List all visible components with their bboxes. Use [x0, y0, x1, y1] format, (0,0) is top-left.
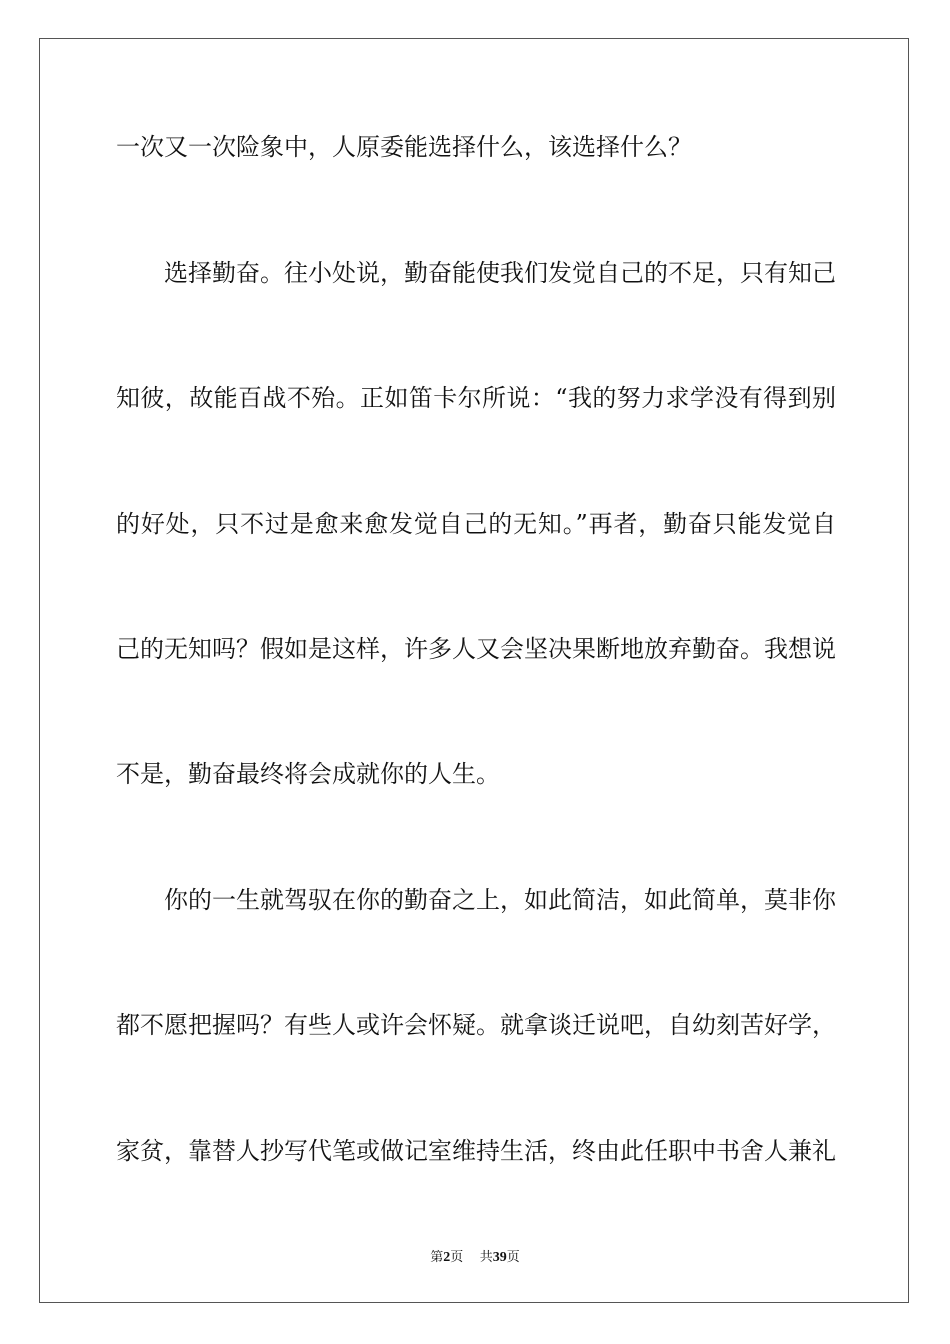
text-line: 不是，勤奋最终将会成就你的人生。 [116, 760, 500, 788]
paragraph-first-line: 你的一生就驾驭在你的勤奋之上，如此简洁，如此简单，莫非你 [164, 886, 836, 914]
total-pages: 39 [492, 1250, 507, 1265]
text-line: 都不愿把握吗？有些人或许会怀疑。就拿谈迁说吧，自幼刻苦好学， [116, 1011, 836, 1039]
page-prefix: 第 [430, 1250, 444, 1265]
text-line: 家贫，靠替人抄写代笔或做记室维持生活，终由此任职中书舍人兼礼 [116, 1137, 836, 1165]
text-line: 知彼，故能百战不殆。正如笛卡尔所说：“我的努力求学没有得到别 [116, 384, 836, 412]
page-footer [0, 1246, 950, 1266]
paragraph-first-line: 选择勤奋。往小处说，勤奋能使我们发觉自己的不足，只有知己 [164, 259, 836, 287]
page-number: 2 [443, 1250, 451, 1265]
text-line: 己的无知吗？假如是这样，许多人又会坚决果断地放弃勤奋。我想说 [116, 635, 836, 663]
total-suffix: 页 [506, 1250, 520, 1265]
total-prefix: 共 [479, 1250, 493, 1265]
text-line: 的好处，只不过是愈来愈发觉自己的无知。”再者，勤奋只能发觉自 [116, 510, 836, 538]
page-border [39, 38, 909, 1303]
text-line: 一次又一次险象中，人原委能选择什么，该选择什么？ [116, 133, 692, 161]
page-suffix: 页 [450, 1250, 464, 1265]
